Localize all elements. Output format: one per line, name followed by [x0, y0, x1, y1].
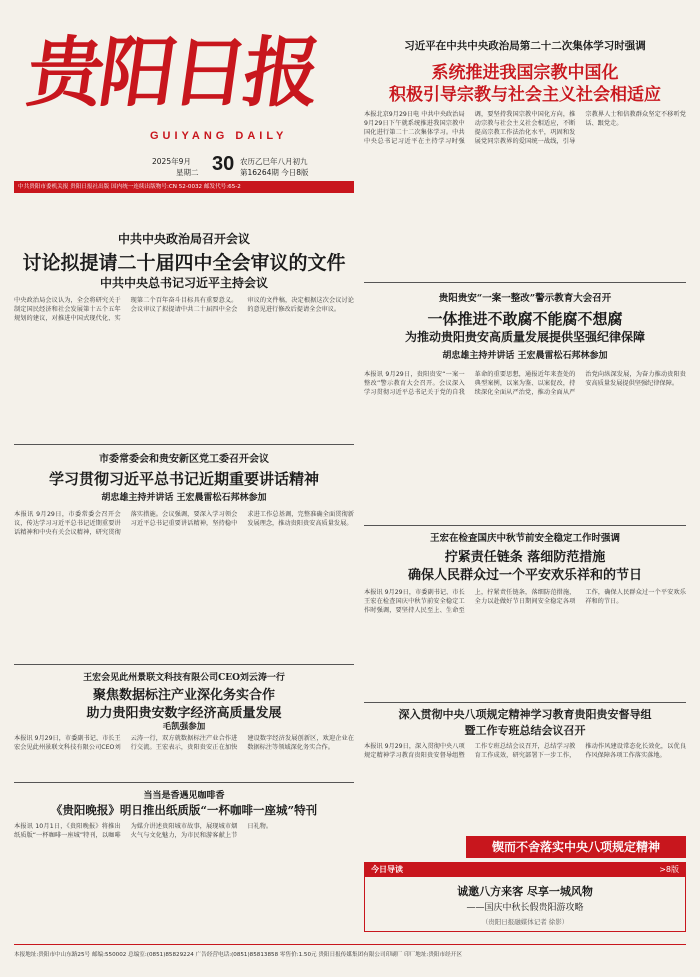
data-headline-2: 助力贵阳贵安数字经济高质量发展	[86, 706, 282, 721]
warning-kicker: 贵阳贵安“一案一整改”警示教育大会召开	[438, 293, 612, 304]
warning-headline-1: 一体推进不敢腐不能腐不想腐	[427, 310, 623, 328]
red-slogan-banner: 锲而不舍落实中央八项规定精神	[466, 836, 686, 858]
study-kicker: 市委常委会和贵安新区党工委召开会议	[99, 454, 269, 465]
masthead-date: 2025年9月	[152, 157, 191, 166]
footer-rule	[14, 944, 686, 945]
today-guide-title[interactable]: 诚邀八方来客 尽享一城风物	[457, 885, 593, 898]
special-headline: 《贵阳晚报》明日推出纸质版“一杯咖啡一座城”特刊	[50, 803, 318, 817]
politburo-sub: 中共中央总书记习近平主持会议	[99, 276, 268, 290]
holiday-safety-story	[364, 530, 686, 700]
divider	[14, 444, 354, 445]
divider	[364, 525, 686, 526]
today-guide-credit: （贵阳日报融媒体记者 徐影）	[481, 918, 569, 926]
masthead-day: 30	[212, 153, 235, 175]
divider	[364, 702, 686, 703]
eight-rules-headline-2: 暨工作专班总结会议召开	[464, 724, 586, 737]
study-body: 本报讯 9月29日，市委常委会召开会议，传达学习习近平总书记近期重要讲话精神和中央有关会议精神，研究贯彻落实措施。会议强调，要深入学习领会习近平总书记重要讲话精神，坚持稳中求进工作总基调，完整准确全面贯彻新发展理念，推动贵阳贵安高质量发展。	[14, 511, 354, 536]
divider	[14, 782, 354, 783]
warning-headline-2: 为推动贵阳贵安高质量发展提供坚强纪律保障	[404, 330, 645, 344]
data-kicker: 王宏会见此州景联文科技有限公司CEO刘云涛一行	[83, 673, 285, 683]
politburo-headline: 讨论拟提请二十届四中全会审议的文件	[22, 252, 346, 274]
masthead-title: 贵阳日报	[21, 28, 323, 117]
politburo-kicker: 中共中央政治局召开会议	[117, 232, 250, 246]
divider	[14, 664, 354, 665]
lead-body: 本报北京9月29日电 中共中央政治局9月29日下午就系统推进我国宗教中国化进行第二十二次集体学习。中共中央总书记习近平在主持学习时强调，要坚持我国宗教中国化方向，推动宗教与社会主义社会相适应，不断提高宗教工作法治化水平，巩固和发展党同宗教界的爱国统一战线，引导宗教界人士和信教群众坚定不移听党话、跟党走。	[364, 111, 686, 145]
today-guide	[364, 862, 686, 932]
eight-rules-headline-1: 深入贯彻中央八项规定精神学习教育贵阳贵安督导组	[398, 708, 652, 721]
special-kicker: 当当是香遇见咖啡香	[143, 791, 225, 801]
lead-top-story	[364, 38, 686, 276]
today-guide-tag: 今日导读	[365, 863, 685, 877]
politburo-body: 中央政治局会议认为，全会将研究关于制定国民经济和社会发展第十五个五年规划的建议，对推进中国式现代化、实现第二个百年奋斗目标具有重要意义。会议审议了拟提请中共二十届四中全会审议的文件稿，决定根据这次会议讨论的意见进行修改后提请全会审议。	[14, 297, 354, 322]
masthead-lunar: 农历乙巳年八月初九	[240, 157, 308, 166]
holiday-kicker: 王宏在检查国庆中秋节前安全稳定工作时强调	[429, 533, 620, 544]
holiday-body: 本报讯 9月29日，市委副书记、市长王宏在检查国庆中秋节前安全稳定工作时强调，要坚持人民至上、生命至上，拧紧责任链条，落细防范措施，全力以赴做好节日期间安全稳定各项工作，确保人民群众过一个平安欢乐祥和的节日。	[364, 589, 686, 614]
warning-body: 本报讯 9月29日，贵阳贵安“一案一整改”警示教育大会召开。会议深入学习贯彻习近平总书记关于党的自我革命的重要思想，通报近年来查处的典型案例，以案为鉴、以案促改，持续深化全面从严治党，推动全面从严治党向纵深发展，为奋力推动贵阳贵安高质量发展提供坚强纪律保障。	[364, 371, 686, 396]
eight-rules-body: 本报讯 9月29日，深入贯彻中央八项规定精神学习教育贵阳贵安督导组暨工作专班总结会议召开，总结学习教育工作成效，研究部署下一步工作，推动作风建设常态化长效化，以优良作风保障各项工作落实落地。	[364, 743, 686, 759]
study-headline: 学习贯彻习近平总书记近期重要讲话精神	[48, 470, 319, 488]
today-guide-subtitle: ——国庆中秋长假贵阳游攻略	[466, 903, 584, 913]
politburo-story	[14, 230, 354, 440]
masthead	[0, 0, 360, 215]
divider	[364, 282, 686, 283]
special-body: 本报讯 10月1日，《贵阳晚报》将推出纸质版“一杯咖啡一座城”特刊，以咖啡为媒介讲述贵阳城市故事，展现城市烟火气与文化魅力，为市民和游客献上节日礼物。	[14, 823, 273, 839]
eight-rules-story	[364, 706, 686, 838]
study-byline: 胡忠雄主持并讲话 王宏晨雷松石邦林参加	[101, 493, 267, 503]
masthead-weekday: 星期二	[176, 168, 199, 177]
lead-headline-2: 积极引导宗教与社会主义社会相适应	[389, 85, 661, 105]
data-headline-1: 聚焦数据标注产业深化务实合作	[92, 688, 275, 703]
data-industry-story	[14, 670, 354, 780]
warning-education-story	[364, 290, 686, 520]
lead-headline-1: 系统推进我国宗教中国化	[431, 63, 619, 83]
masthead-pinyin: GUIYANG DAILY	[150, 130, 288, 142]
today-guide-page-ref[interactable]: >8版	[659, 865, 679, 874]
special-edition-story	[14, 788, 354, 938]
warning-byline: 胡忠雄主持并讲话 王宏晨雷松石邦林参加	[442, 351, 608, 361]
data-body: 本报讯 9月29日，市委副书记、市长王宏会见此州景联文科技有限公司CEO刘云涛一行，双方就数据标注产业合作进行交流。王宏表示，贵阳贵安正在加快建设数字经济发展创新区，欢迎企业在数据标注等领域深化务实合作。	[14, 735, 354, 751]
holiday-headline-1: 拧紧责任链条 落细防范措施	[444, 550, 606, 565]
study-story	[14, 450, 354, 660]
holiday-headline-2: 确保人民群众过一个平安欢乐祥和的节日	[407, 568, 642, 583]
lead-kicker: 习近平在中共中央政治局第二十二次集体学习时强调	[404, 40, 646, 52]
data-byline: 毛凯强参加	[162, 722, 206, 732]
footer-info: 本报地址:贵阳市中山东路25号 邮编:550002 总编室:(0851)85829224 广告经营电话:(0851)85813858 零售价:1.50元 贵阳日报传媒集团有限公司印刷厂 印厂地址:贵阳市经开区	[14, 952, 462, 958]
masthead-issue: 第16264期 今日8版	[240, 168, 309, 177]
masthead-info-bar: 中共贵阳市委机关报 贵阳日报社出版 国内统一连续出版物号:CN 52-0032 邮发代号:65-2	[14, 181, 354, 193]
